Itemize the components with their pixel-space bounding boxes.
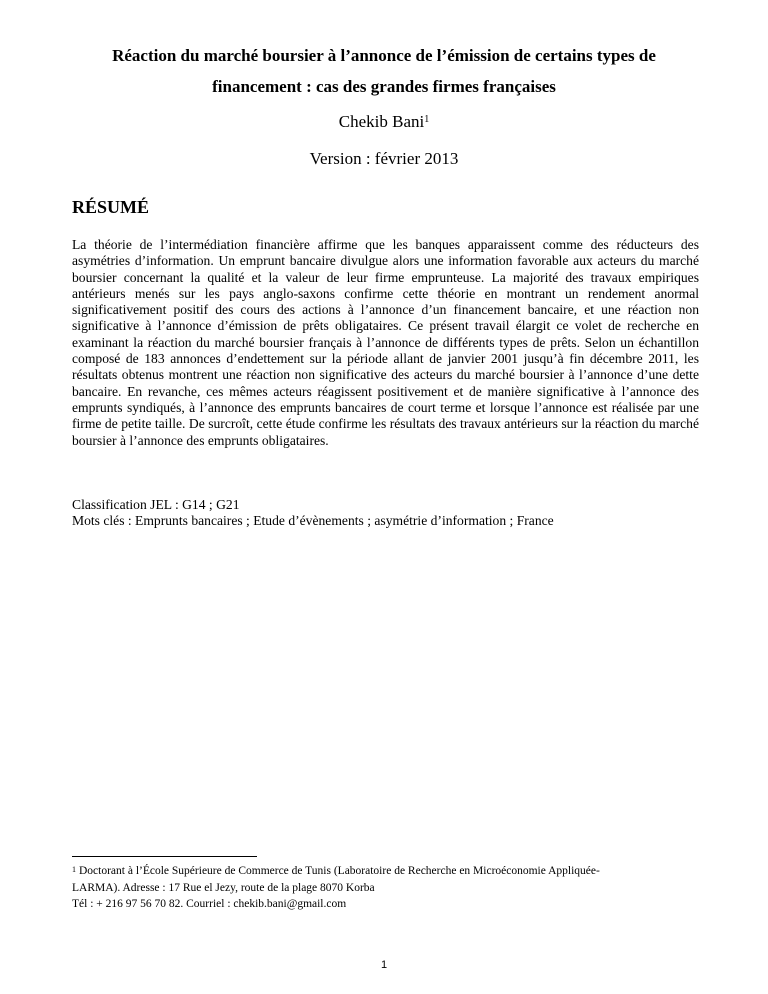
page-number: 1 — [380, 959, 388, 971]
footnote-line-1 — [72, 863, 712, 880]
footnote-line-2: LARMA). Adresse : 17 Rue el Jezy, route de la plage 8070 Korba — [72, 881, 375, 894]
abstract-heading: RÉSUMÉ — [72, 197, 150, 217]
paper-title-line-1: Réaction du marché boursier à l’annonce de l’émission de certains types de — [112, 46, 656, 65]
footnote-mark: 1 — [72, 865, 76, 874]
jel-classification: Classification JEL : G14 ; G21 — [72, 497, 240, 512]
footnote — [72, 863, 712, 913]
author-line — [60, 112, 708, 132]
version-date: Version : février 2013 — [309, 149, 459, 168]
author-footnote-mark: 1 — [424, 114, 430, 125]
footnote-separator — [72, 856, 257, 857]
paper-title-line-2: financement : cas des grandes firmes françaises — [212, 77, 556, 96]
footnote-line-3: Tél : + 216 97 56 70 82. Courriel : chekib.bani@gmail.com — [72, 898, 347, 910]
classification-block — [72, 497, 699, 530]
keywords: Mots clés : Emprunts bancaires ; Etude d’évènements ; asymétrie d’information ; France — [72, 513, 554, 529]
abstract-text: La théorie de l’intermédiation financière affirme que les banques apparaissent comme des réducteurs des asymétries d’information. Un emprunt bancaire divulgue alors une information favorable aux acteurs du marché boursier concernant la qualité et la valeur de leur firme emprunteuse. La majorité des travaux empiriques antérieurs menés sur les pays anglo-saxons confirme cette théorie en montrant un rendement anormal significativement positif des cours des actions à l’annonce d’un financement bancaire, et une réaction non significative à l’annonce d’émission de prêts obligataires. Ce présent travail élargit ce volet de recherche en examinant la réaction du marché boursier français à l’annonce de différents types de prêts. Selon un échantillon composé de 183 annonces d’endettement sur la période allant de janvier 2001 jusqu’à fin décembre 2011, les résultats obtenus montrent une réaction non significative des acteurs du marché boursier à l’annonce d’une dette bancaire. En revanche, ces mêmes acteurs réagissent positivement et de manière significative à l’annonce des emprunts syndiqués, à l’annonce des emprunts bancaires de court terme et lorsque l’annonce est réalisée par une firme de petite taille. De surcroît, cette étude confirme les résultats des travaux antérieurs sur la réaction du marché boursier à l’annonce des emprunts obligataires. — [72, 237, 699, 448]
author-name: Chekib Bani — [338, 112, 425, 131]
footnote-affiliation: Doctorant à l’École Supérieure de Commerce de Tunis (Laboratoire de Recherche en Microéconomie Appliquée- — [79, 865, 600, 877]
